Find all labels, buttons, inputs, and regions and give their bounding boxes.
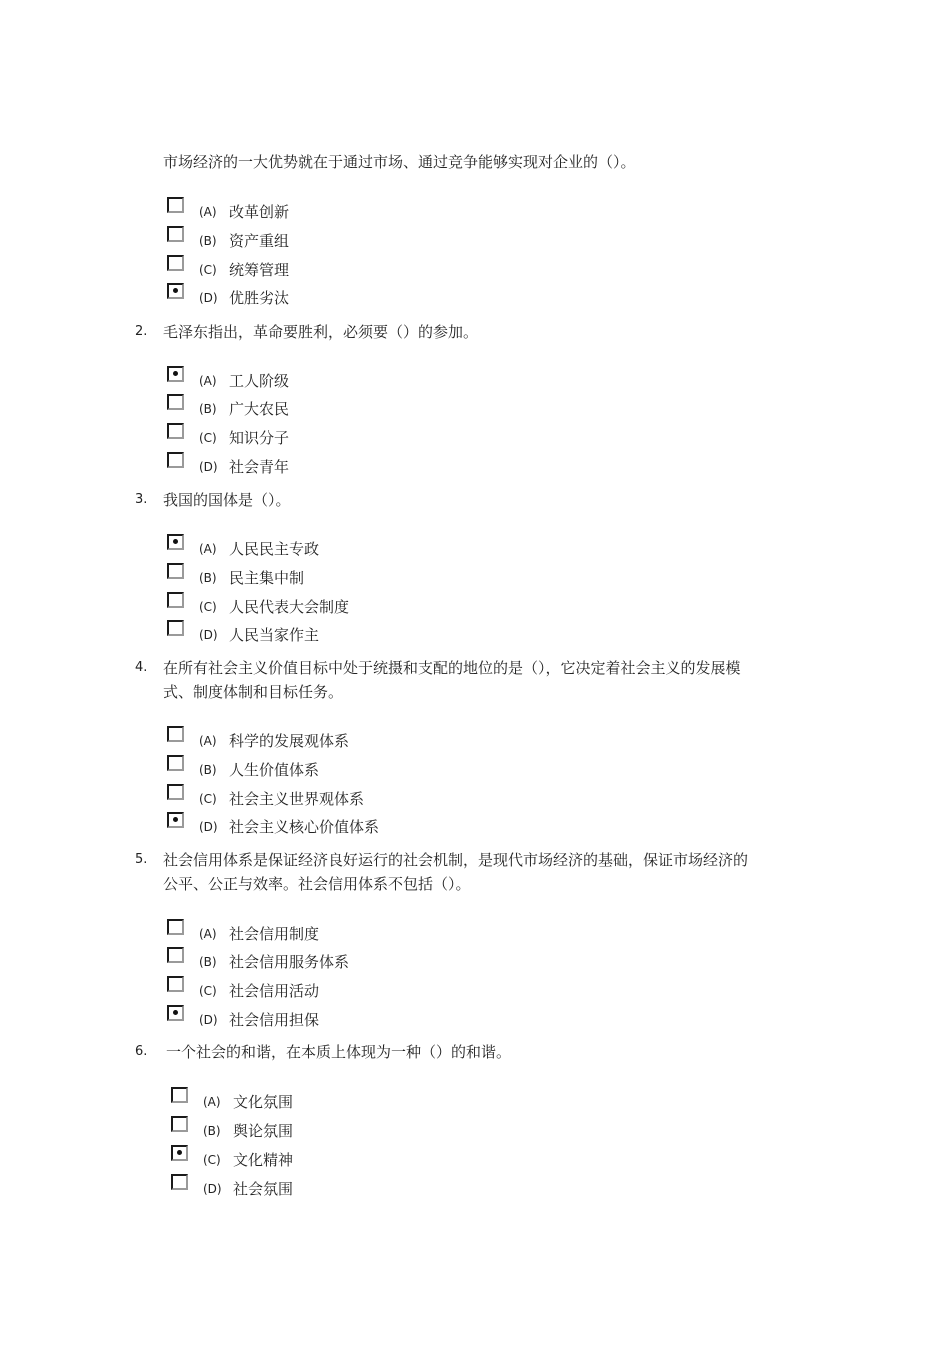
option-text: 社会氛围 — [233, 1180, 294, 1198]
question-text: 毛泽东指出，革命要胜利，必须要（）的参加。 — [163, 323, 479, 341]
option-c[interactable] — [167, 790, 567, 818]
option-text: 文化精神 — [233, 1151, 294, 1169]
option-text: 人民民主专政 — [229, 540, 320, 558]
option-a[interactable] — [167, 372, 567, 400]
option-text: 社会信用担保 — [229, 1011, 320, 1029]
radio-button-icon[interactable] — [167, 592, 184, 608]
radio-button-checked-icon[interactable] — [171, 1145, 188, 1161]
option-text: 社会信用制度 — [229, 925, 320, 943]
option-b[interactable] — [167, 232, 567, 260]
question-text-line — [0, 680, 950, 704]
question-number: 5. — [135, 852, 148, 867]
option-d[interactable] — [167, 289, 567, 317]
question-text-line — [0, 848, 950, 872]
question-number: 4. — [135, 660, 148, 675]
option-text: 人民当家作主 — [229, 626, 320, 644]
option-c[interactable] — [167, 598, 567, 626]
question-number: 6. — [135, 1044, 148, 1059]
option-c[interactable] — [167, 429, 567, 457]
option-letter: (C) — [199, 263, 217, 277]
radio-button-checked-icon[interactable] — [167, 812, 184, 828]
option-text: 社会青年 — [229, 458, 290, 476]
option-letter: (B) — [199, 571, 217, 585]
option-letter: (B) — [199, 402, 217, 416]
option-text: 科学的发展观体系 — [229, 732, 350, 750]
option-letter: (B) — [199, 234, 217, 248]
option-letter: (C) — [199, 600, 217, 614]
question-text-line — [0, 488, 950, 512]
question-text: 社会信用体系是保证经济良好运行的社会机制，是现代市场经济的基础，保证市场经济的 — [163, 851, 749, 869]
option-d[interactable] — [167, 458, 567, 486]
option-text: 知识分子 — [229, 429, 290, 447]
radio-button-icon[interactable] — [167, 726, 184, 742]
option-d[interactable] — [171, 1180, 571, 1208]
option-d[interactable] — [167, 818, 567, 846]
question-5 — [0, 848, 950, 896]
option-text: 社会信用服务体系 — [229, 953, 350, 971]
option-letter: (D) — [199, 291, 218, 305]
option-text: 资产重组 — [229, 232, 290, 250]
radio-button-icon[interactable] — [167, 563, 184, 579]
option-letter: (D) — [199, 1013, 218, 1027]
option-letter: (A) — [199, 374, 217, 388]
radio-button-icon[interactable] — [167, 423, 184, 439]
radio-button-icon[interactable] — [167, 947, 184, 963]
option-c[interactable] — [167, 261, 567, 289]
radio-button-checked-icon[interactable] — [167, 283, 184, 299]
question-6 — [0, 1040, 950, 1064]
radio-button-icon[interactable] — [171, 1116, 188, 1132]
radio-button-checked-icon[interactable] — [167, 366, 184, 382]
question-1 — [0, 150, 950, 174]
option-text: 人民代表大会制度 — [229, 598, 350, 616]
option-text: 民主集中制 — [229, 569, 305, 587]
radio-button-icon[interactable] — [167, 197, 184, 213]
option-text: 优胜劣汰 — [229, 289, 290, 307]
option-letter: (D) — [199, 820, 218, 834]
option-text: 统筹管理 — [229, 261, 290, 279]
radio-button-icon[interactable] — [167, 976, 184, 992]
option-b[interactable] — [171, 1122, 571, 1150]
question-3 — [0, 488, 950, 512]
radio-button-icon[interactable] — [171, 1174, 188, 1190]
option-letter: (C) — [199, 431, 217, 445]
option-letter: (C) — [199, 792, 217, 806]
option-c[interactable] — [167, 982, 567, 1010]
option-letter: (A) — [199, 734, 217, 748]
radio-button-icon[interactable] — [167, 755, 184, 771]
option-letter: (C) — [203, 1153, 221, 1167]
option-letter: (D) — [199, 460, 218, 474]
option-b[interactable] — [167, 953, 567, 981]
radio-button-icon[interactable] — [167, 226, 184, 242]
option-b[interactable] — [167, 569, 567, 597]
question-text: 一个社会的和谐，在本质上体现为一种（）的和谐。 — [166, 1043, 512, 1061]
option-a[interactable] — [167, 540, 567, 568]
radio-button-icon[interactable] — [167, 919, 184, 935]
question-text: 市场经济的一大优势就在于通过市场、通过竞争能够实现对企业的（）。 — [163, 153, 636, 171]
question-text-line — [0, 656, 950, 680]
option-text: 社会主义世界观体系 — [229, 790, 365, 808]
option-letter: (D) — [199, 628, 218, 642]
radio-button-icon[interactable] — [167, 255, 184, 271]
option-a[interactable] — [167, 925, 567, 953]
option-text: 社会信用活动 — [229, 982, 320, 1000]
option-letter: (A) — [199, 927, 217, 941]
option-text: 工人阶级 — [229, 372, 290, 390]
question-text-line — [0, 150, 950, 174]
radio-button-icon[interactable] — [167, 620, 184, 636]
option-text: 改革创新 — [229, 203, 290, 221]
option-text: 广大农民 — [229, 400, 290, 418]
question-number: 3. — [135, 492, 148, 507]
option-letter: (B) — [199, 763, 217, 777]
option-d[interactable] — [167, 1011, 567, 1039]
option-a[interactable] — [171, 1093, 571, 1121]
option-letter: (D) — [203, 1182, 222, 1196]
question-text: 在所有社会主义价值目标中处于统摄和支配的地位的是（），它决定着社会主义的发展模 — [163, 659, 741, 677]
option-d[interactable] — [167, 626, 567, 654]
option-b[interactable] — [167, 761, 567, 789]
option-text: 社会主义核心价值体系 — [229, 818, 380, 836]
option-letter: (B) — [199, 955, 217, 969]
question-2 — [0, 320, 950, 344]
option-letter: (A) — [199, 205, 217, 219]
option-letter: (A) — [203, 1095, 221, 1109]
question-text-line — [0, 1040, 950, 1064]
question-text-line — [0, 872, 950, 896]
question-text: 式、制度体制和目标任务。 — [163, 683, 344, 701]
question-text: 我国的国体是（）。 — [163, 491, 291, 509]
question-4 — [0, 656, 950, 704]
option-b[interactable] — [167, 400, 567, 428]
radio-button-checked-icon[interactable] — [167, 534, 184, 550]
radio-button-checked-icon[interactable] — [167, 1005, 184, 1021]
question-text: 公平、公正与效率。社会信用体系不包括（）。 — [163, 875, 471, 893]
radio-button-icon[interactable] — [167, 394, 184, 410]
radio-button-icon[interactable] — [171, 1087, 188, 1103]
option-a[interactable] — [167, 732, 567, 760]
option-letter: (C) — [199, 984, 217, 998]
radio-button-icon[interactable] — [167, 784, 184, 800]
question-number: 2. — [135, 324, 148, 339]
option-letter: (A) — [199, 542, 217, 556]
option-text: 文化氛围 — [233, 1093, 294, 1111]
radio-button-icon[interactable] — [167, 452, 184, 468]
question-text-line — [0, 320, 950, 344]
option-a[interactable] — [167, 203, 567, 231]
option-text: 舆论氛围 — [233, 1122, 294, 1140]
option-c[interactable] — [171, 1151, 571, 1179]
option-letter: (B) — [203, 1124, 221, 1138]
option-text: 人生价值体系 — [229, 761, 320, 779]
